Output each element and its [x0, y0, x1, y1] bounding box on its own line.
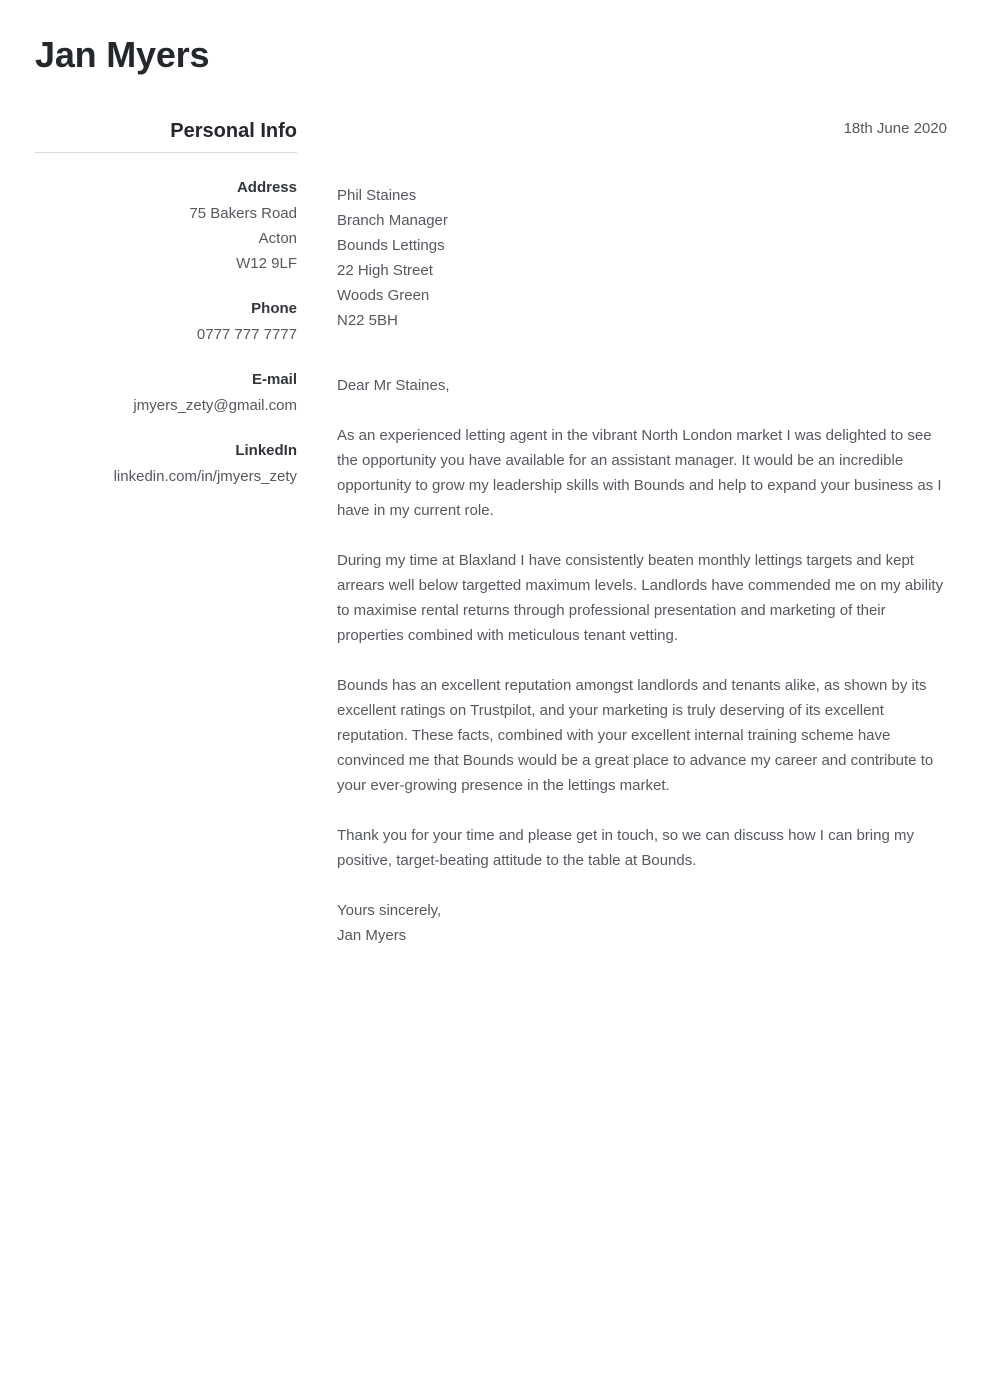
letter-paragraph: Thank you for your time and please get in touch, so we can discuss how I can bring my positive, target-beating attitude to the table at Bounds.	[337, 827, 914, 869]
contact-info-label: Address	[236, 179, 297, 196]
signoff-block	[337, 898, 947, 948]
contact-info-value: 0777 777 7777	[196, 326, 297, 343]
contact-info-value: 75 Bakers Road	[189, 205, 297, 222]
contact-info-group	[35, 440, 297, 489]
sidebar-divider	[35, 152, 297, 153]
contact-info-group	[35, 298, 297, 347]
contact-info-value: linkedin.com/in/jmyers_zety	[113, 468, 297, 485]
letter-paragraphs	[337, 423, 947, 873]
letter-body	[337, 118, 947, 948]
sidebar-title: Personal Info	[170, 120, 297, 142]
letter-paragraph: During my time at Blaxland I have consistently beaten monthly lettings targets and kept arrears well below targetted maximum levels. Landlords have commended me on my ability to maximise rental returns through professional presentation and marketing of their properties combined with meticulous tenant vetting.	[337, 552, 944, 644]
contact-info-value: W12 9LF	[236, 255, 297, 272]
letter-paragraph: Bounds has an excellent reputation amongst landlords and tenants alike, as shown by its excellent ratings on Trustpilot, and your marketing is truly deserving of its excellent reputation. These facts, combined with your excellent internal training scheme have convinced me that Bounds would be a great place to advance my career and contribute to your ever-growing presence in the lettings market.	[337, 677, 934, 794]
recipient-line: Bounds Lettings	[337, 237, 445, 254]
contact-info-value: Acton	[258, 230, 297, 247]
contact-info-list	[35, 177, 297, 489]
contact-info-label: LinkedIn	[235, 442, 297, 459]
contact-info-label: Phone	[251, 300, 297, 317]
contact-info-label: E-mail	[251, 371, 297, 388]
closing-line: Yours sincerely,	[337, 902, 442, 919]
contact-info-value: jmyers_zety@gmail.com	[133, 397, 297, 414]
personal-info-sidebar	[35, 118, 297, 489]
contact-info-group	[35, 369, 297, 418]
recipient-line: 22 High Street	[337, 262, 433, 279]
letter-paragraph: As an experienced letting agent in the vibrant North London market I was delighted to see the opportunity you have available for an assistant manager. It would be an incredible opportunity to grow my leadership skills with Bounds and help to expand your business as I have in my current role.	[337, 427, 942, 519]
contact-info-group	[35, 177, 297, 276]
signature-name: Jan Myers	[337, 927, 407, 944]
recipient-line: N22 5BH	[337, 312, 398, 329]
letter-date: 18th June 2020	[843, 120, 947, 137]
recipient-line: Woods Green	[337, 287, 430, 304]
recipient-line: Branch Manager	[337, 212, 448, 229]
recipient-line: Phil Staines	[337, 187, 417, 204]
recipient-address-block	[337, 183, 947, 333]
page-title: Jan Myers	[35, 34, 210, 75]
salutation: Dear Mr Staines,	[337, 377, 450, 394]
